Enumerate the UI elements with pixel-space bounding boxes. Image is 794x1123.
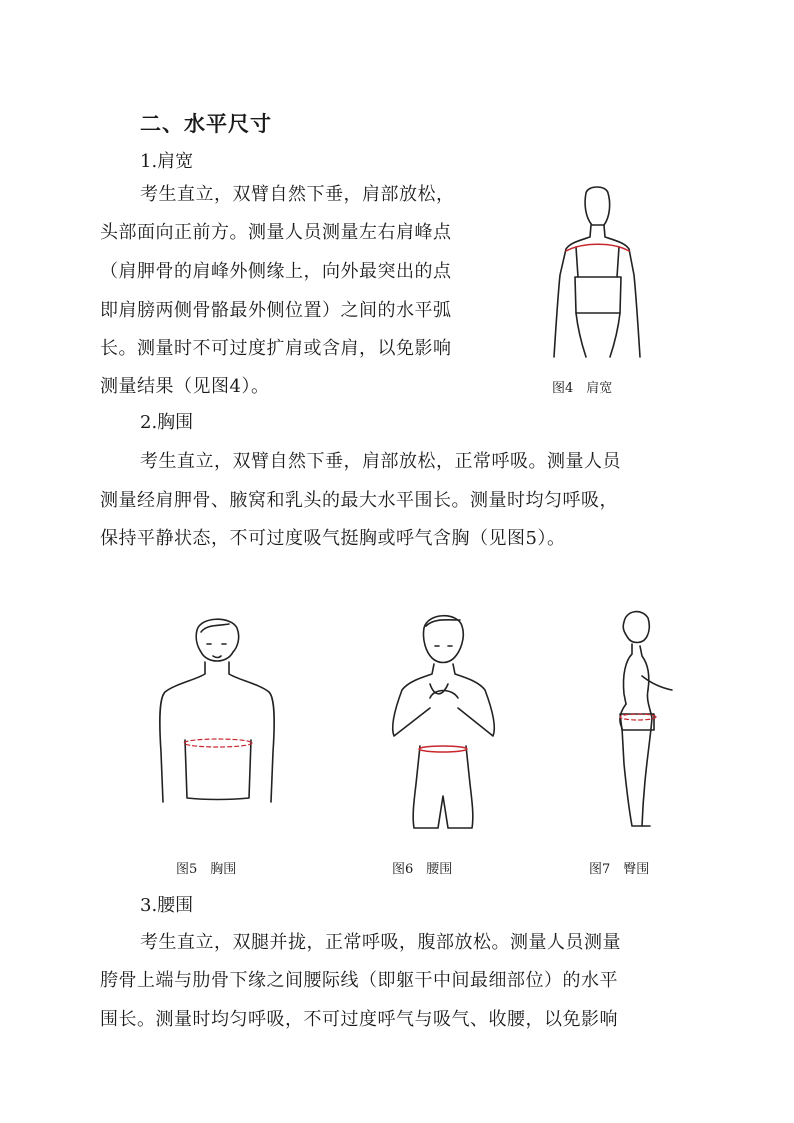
figure-6-caption: 图6 腰围 <box>392 862 453 877</box>
figure-6-waist-illustration <box>386 606 501 831</box>
text-line: 围长。测量时均匀呼吸，不可过度呼气与吸气、收腰，以免影响 <box>100 1009 618 1030</box>
text-line: 长。测量时不可过度扩肩或含肩，以免影响 <box>100 338 452 359</box>
item-title-chest: 2.胸围 <box>140 412 194 433</box>
text-line: 保持平静状态，不可过度吸气挺胸或呼气含胸（见图5）。 <box>100 528 566 549</box>
text-line: 考生直立，双臂自然下垂，肩部放松， <box>140 184 455 205</box>
item-title-waist: 3.腰围 <box>140 895 194 916</box>
item-title-shoulder: 1.肩宽 <box>140 151 194 172</box>
text-line: 即肩膀两侧骨骼最外侧位置）之间的水平弧 <box>100 300 452 321</box>
figure-7-hip-illustration <box>612 604 677 832</box>
figure-5-caption: 图5 胸围 <box>176 862 237 877</box>
figure-5-chest-illustration <box>155 612 280 820</box>
text-line: 胯骨上端与肋骨下缘之间腰际线（即躯干中间最细部位）的水平 <box>100 970 618 991</box>
text-line: 头部面向正前方。测量人员测量左右肩峰点 <box>100 222 452 243</box>
text-line: （肩胛骨的肩峰外侧缘上，向外最突出的点 <box>100 261 452 282</box>
figure-7-caption: 图7 臀围 <box>589 862 650 877</box>
figure-4-shoulder-illustration <box>548 185 648 363</box>
section-heading: 二、水平尺寸 <box>140 112 272 136</box>
text-line: 测量结果（见图4）。 <box>100 376 270 397</box>
text-line: 测量经肩胛骨、腋窝和乳头的最大水平围长。测量时均匀呼吸， <box>100 490 618 511</box>
text-line: 考生直立，双腿并拢，正常呼吸，腹部放松。测量人员测量 <box>140 932 621 953</box>
text-line: 考生直立，双臂自然下垂，肩部放松，正常呼吸。测量人员 <box>140 451 621 472</box>
figure-4-caption: 图4 肩宽 <box>552 381 613 396</box>
